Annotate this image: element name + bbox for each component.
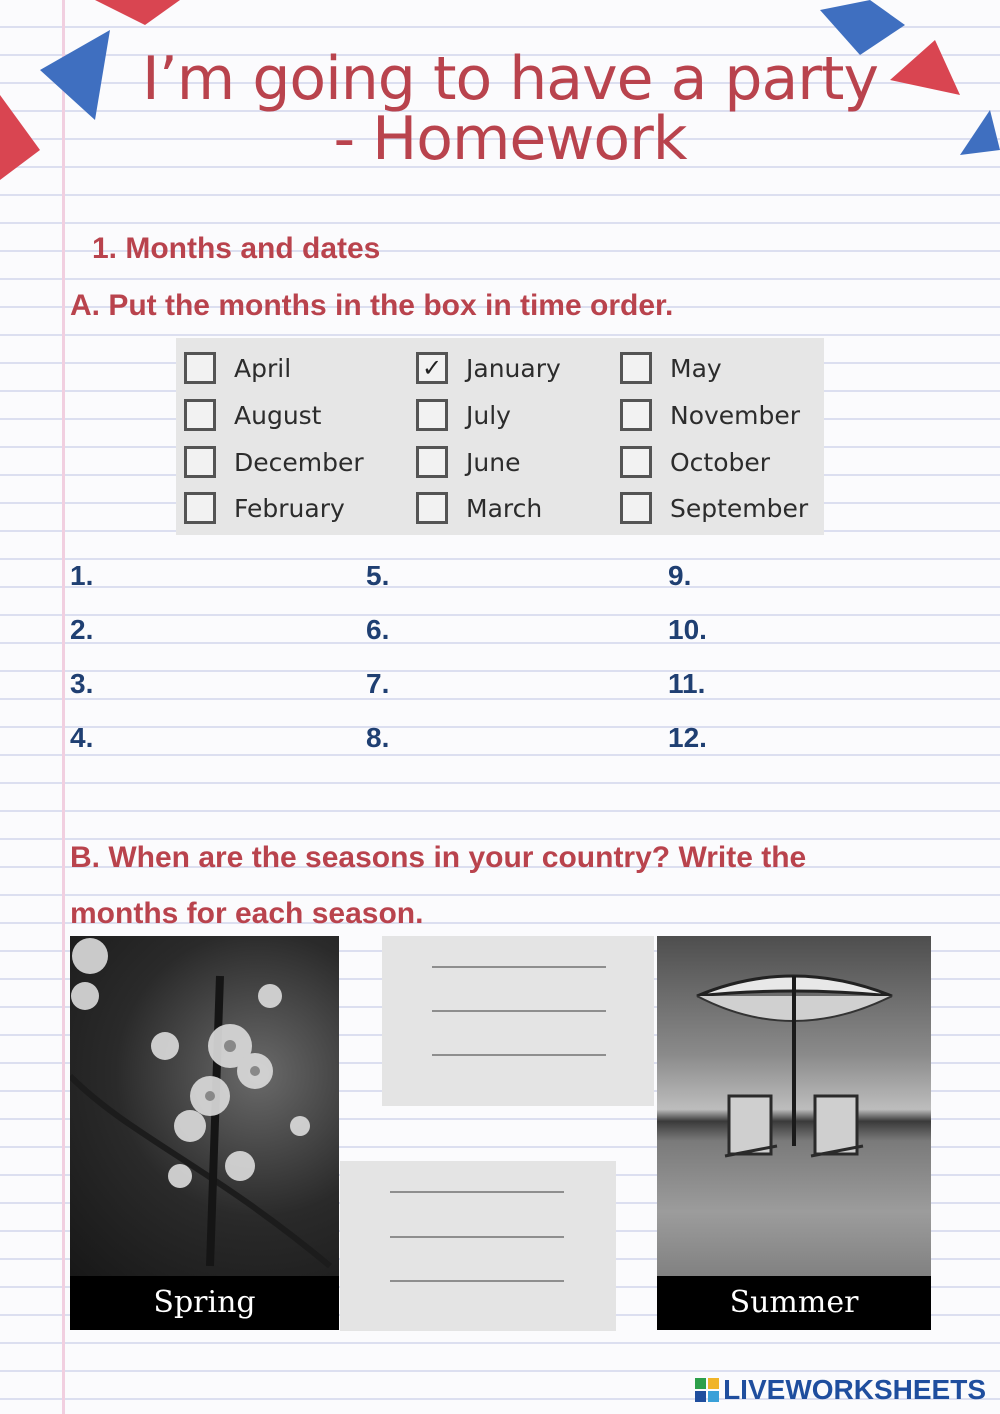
checkbox[interactable] (184, 399, 216, 431)
answer-line[interactable] (432, 966, 606, 968)
spring-photo (70, 936, 339, 1330)
checkbox[interactable] (416, 399, 448, 431)
answer-line[interactable] (432, 1054, 606, 1056)
checkbox[interactable] (184, 492, 216, 524)
checkbox[interactable] (620, 492, 652, 524)
checkbox[interactable] (184, 352, 216, 384)
answer-number: 7. (366, 668, 390, 699)
checkbox[interactable] (620, 352, 652, 384)
answer-line[interactable] (432, 1010, 606, 1012)
answer-number: 3. (70, 668, 94, 699)
month-checkbox-july[interactable]: July (416, 395, 511, 435)
beach-umbrella-icon (657, 936, 931, 1276)
answer-line[interactable] (390, 1236, 564, 1238)
checkbox[interactable] (620, 446, 652, 478)
month-checkbox-june[interactable]: June (416, 442, 520, 482)
margin-line (62, 0, 65, 1414)
check-icon: ✓ (421, 354, 443, 382)
month-checkbox-august[interactable]: August (184, 395, 322, 435)
month-checkbox-january[interactable]: ✓ January (416, 348, 561, 388)
blossom-icon (70, 936, 339, 1276)
month-word-box (176, 338, 824, 535)
answer-number: 12. (668, 722, 707, 753)
season-caption-spring: Spring (70, 1276, 339, 1330)
answer-number: 9. (668, 560, 692, 591)
answer-number: 4. (70, 722, 94, 753)
season-caption-summer: Summer (657, 1276, 931, 1330)
season-answer-box-2[interactable] (340, 1161, 616, 1331)
month-checkbox-september[interactable]: September (620, 488, 808, 528)
month-checkbox-february[interactable]: February (184, 488, 345, 528)
answer-line[interactable] (390, 1191, 564, 1193)
section-heading: 1. Months and dates (92, 232, 381, 265)
month-checkbox-december[interactable]: December (184, 442, 364, 482)
answer-number: 6. (366, 614, 390, 645)
month-checkbox-march[interactable]: March (416, 488, 542, 528)
answer-number: 5. (366, 560, 390, 591)
page-title: I’m going to have a party - Homework (142, 44, 878, 174)
answer-number: 11. (668, 668, 706, 699)
answer-number: 1. (70, 560, 94, 591)
month-checkbox-october[interactable]: October (620, 442, 770, 482)
checkbox[interactable] (416, 492, 448, 524)
checkbox[interactable] (184, 446, 216, 478)
checkbox[interactable] (620, 399, 652, 431)
season-answer-box-1[interactable] (382, 936, 654, 1106)
part-b-instruction: B. When are the seasons in your country? Write the months for each season. (70, 841, 807, 930)
checkbox[interactable] (416, 446, 448, 478)
checkbox-checked[interactable] (416, 352, 448, 384)
answer-number: 8. (366, 722, 390, 753)
liveworksheets-icon (695, 1378, 719, 1402)
month-checkbox-april[interactable]: April (184, 348, 291, 388)
summer-photo (657, 936, 931, 1330)
liveworksheets-logo: LIVEWORKSHEETS (695, 1374, 986, 1406)
part-a-instruction: A. Put the months in the box in time order. (70, 289, 674, 322)
answer-number: 2. (70, 614, 94, 645)
month-checkbox-may[interactable]: May (620, 348, 722, 388)
month-checkbox-november[interactable]: November (620, 395, 800, 435)
answer-line[interactable] (390, 1280, 564, 1282)
answer-number: 10. (668, 614, 707, 645)
